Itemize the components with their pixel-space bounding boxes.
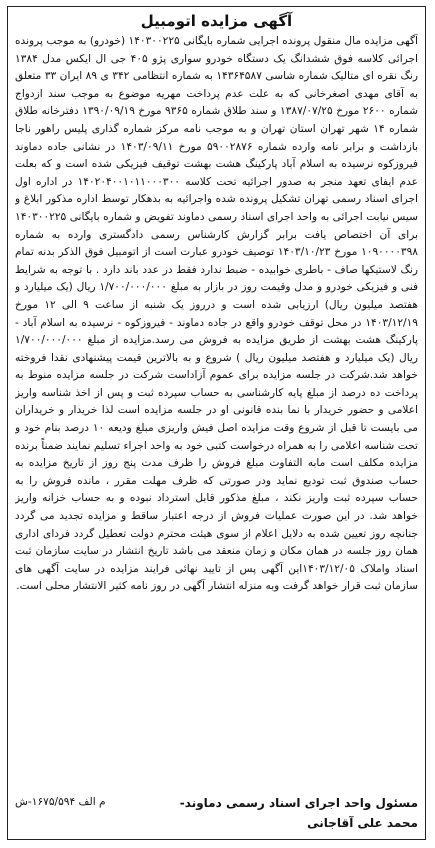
notice-footer (15, 793, 418, 833)
signature-block (180, 793, 418, 833)
notice-title: آگهی مزایده اتومبیل (140, 12, 293, 30)
notice-code: م الف ۱۶۷۵/۵۹۴-ش (15, 796, 106, 808)
signature-title: مسئول واحد اجرای اسناد رسمی دماوند- (179, 796, 418, 810)
notice-body: آگهی مزایده مال منقول پرونده اجرایی شماره بایگانی ۱۴۰۳۰۰۲۲۵ (خودرو) به موجب پرونده اجرائی کلاسه فوق ششدانگ یک دستگاه خودرو سواری پژو ۴۰۵ جی ال ایکس مدل ۱۳۸۴ رنگ نقره ای متالیک شماره شاسی ۱۴۳۶۴۵۸۷ به شماره انتظامی ۳۴۲ ی ۸۹ ایران ۳۳ متعلق به آقای مهدی اصغرخانی که به علت عدم پرداخت مهریه موضوع به موجب سند ازدواج شماره ۲۶۰۰ مورخ ۱۳۸۷/۰۷/۲۵ و سند طلاق شماره ۹۳۶۵ مورخ ۱۳۹۰/۰۹/۱۹ دفترخانه طلاق شماره ۱۴ شهر تهران استان تهران و به موجب نامه مرکز شماره گذاری پلیس راهور ناجا بازداشت و برابر نامه وارده شماره ۵۹۰۰۲۸۷۶ مورخ ۱۴۰۳/۰۹/۱۱ در نشانی جاده دماوند فیروزکوه نرسیده به اسلام آباد پارکینگ هشت بهشت توقیف فیزیکی شده است و که بعلت عدم ایفای تعهد منجر به صدور اجرائیه تحت کلاسه ۱۴۰۲۰۴۰۰۱۰۱۱۰۰۰۳۰۰ در اداره اول اجرای اسناد رسمی تهران تشکیل پرونده شده واجرائیه به بدهکار توسط اداره مذکور ابلاغ و سیس نیابت اجرائی به واحد اجرای اسناد رسمی دماوند تفویض و شماره بایگانی ۱۴۰۳۰۰۲۲۵ برای آن اختصاص یافت برابر گزارش کارشناس رسمی دادگستری وارده به شماره ۱۰۹۰۰۰۰۳۹۸ مورخ ۱۴۰۳/۱۰/۲۳ توصیف خودرو عبارت است از اتومبیل فوق الذکر بدنه تمام رنگ لاستیکها صاف - باطری خوابیده - ضبط ندارد فقط در عدد باند دارد . با توجه به شرایط فنی و فیزیکی خودرو و مدل وقیمت روز در بازار به مبلغ ۱/۷۰۰/۰۰۰/۰۰۰ ریال (یک میلیارد و هفتصد میلیون ریال) ارزیابی شده است و درروز یک شنبه از ساعت ۹ الی ۱۲ مورخ ۱۴۰۳/۱۲/۱۹ در محل توقف خودرو واقع در جاده دماوند - فیروزکوه - نرسیده به اسلام آباد - پارکینگ هشت بهشت از طریق مزایده به فروش می رسد.مزایده از مبلغ ۱/۷۰۰/۰۰۰/۰۰۰ ریال (یک میلیارد و هفتصد میلیون ریال ) شروع و به بالاترین قیمت پیشنهادی نقدا فروخته خواهد شد.شرکت در جلسه مزایده برای عموم آزاداست شرکت در جلسه مزایده منوط به پرداخت ده درصد از مبلغ پایه کارشناسی به حساب سپرده ثبت و پس از اخذ شناسه واریز اعلامی و حضور خریدار با نما بنده قانونی او در جلسه مزایده است لذا خریدار و خریداران می بایست تا قبل از شروع وقت مزایده اصل فیش واریزی مبلغ ودیعه ۱۰ درصد بنام خود و تحت شناسه اعلامی را به همراه درخواست کتبی خود به واحد اجراء تسلیم نمایند ضمناً برنده مزایده مکلف است مابه التفاوت مبلغ فروش را ظرف مدت پنج روز از تاریخ مزایده به حساب صندوق ثبت توديع نمايد ودر صورتی که ظرف مهلت مقرر ، مانده فروش را به حساب سپرده ثبت واریز نکند ، مبلغ مذکور قابل استرداد نبوده و به حساب خزانه واریز خواهد شد. در این صورت عملیات فروش از درجه اعتبار ساقط و مزایده تجدید می گردد جنانچه روز تعیین شده به دلایل اعلام از سوی هیئت محترم دولت تعطیل گردد فردای اداری همان روز جلسه در همان مکان و زمان منعقد می باشد تاریخ انتشار در سایت سازمان ثبت اسناد واملاک ۱۴۰۳/۱۲/۰۵این آگهی پس از تایید نهائی فرایند مزایده در سایت آگهی های سازمان ثبت قرار خواهد گرفت وبه منزله انتشار آگهی در روز نامه کثیر الانتشار محلی است. (15, 35, 418, 593)
signature-name: محمد علی آقاجانی (307, 816, 418, 830)
auction-notice (7, 6, 426, 840)
